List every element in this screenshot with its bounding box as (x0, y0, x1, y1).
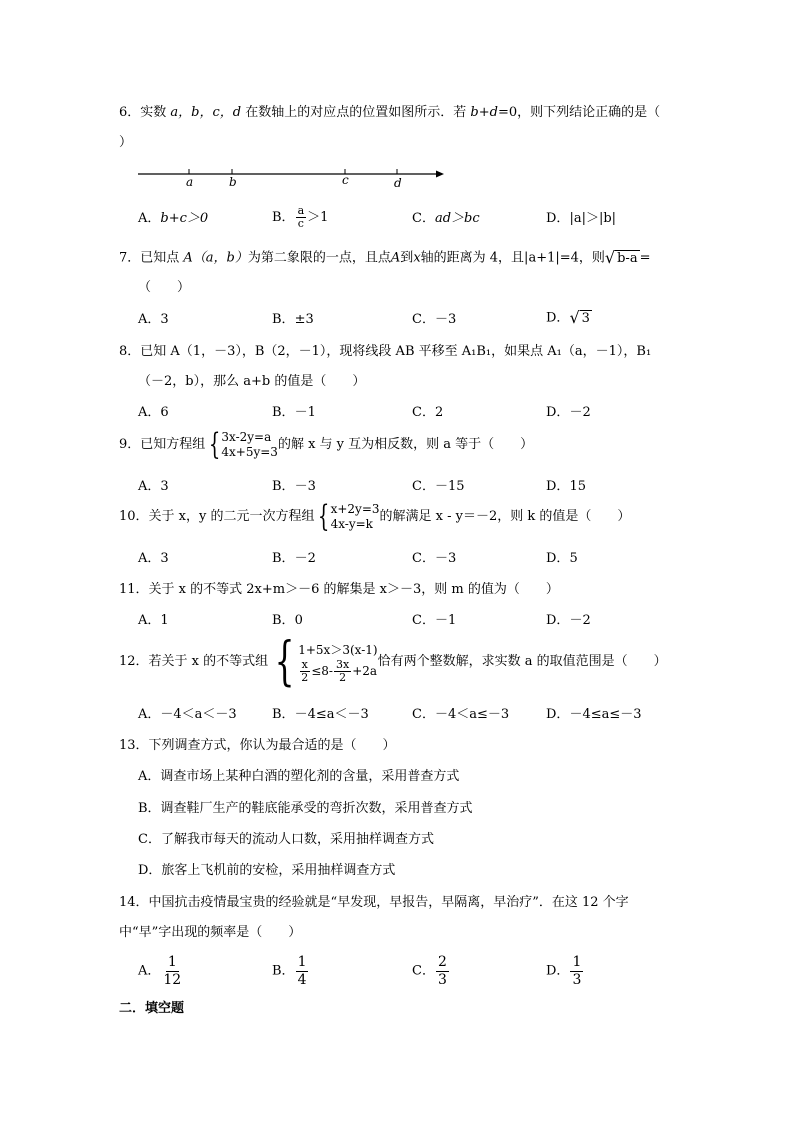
section-heading: 二．填空题 (119, 1001, 185, 1016)
question-14: 14．中国抗击疫情最宝贵的经验就是“早发现，早报告，早隔离，早治疗”．在这 12 个字 (119, 895, 629, 910)
q14-option-d[interactable]: D． $\frac{1}{3}$ (546, 954, 582, 988)
question-11: 11．关于 x 的不等式 2x+m＞－6 的解集是 x＞－3，则 m 的值为（ ） (119, 582, 559, 597)
q8-option-d[interactable]: D．－2 (546, 405, 591, 420)
question-7: 7．已知点 A（a，b）为第二象限的一点，且点A到x轴的距离为 4，且|a+1|=4，则 √ b-a = (119, 248, 651, 267)
inequality-system: 1+5x＞3(x-1) $\frac{x}{2}$ ≤8- $\frac{3x}{2}$ +2a (298, 642, 378, 684)
label-a: a (186, 175, 194, 189)
q12-option-c[interactable]: C．－4＜a≤－3 (412, 707, 510, 722)
q11-option-a[interactable]: A．1 (138, 613, 169, 628)
q14-option-b[interactable]: B． $\frac{1}{4}$ (272, 954, 307, 988)
q6-mid: 在数轴上的对应点的位置如图所示．若 (245, 105, 467, 120)
sqrt-symbol: √ 3 (569, 308, 590, 327)
question-6 (119, 104, 660, 122)
q9-option-c[interactable]: C．－15 (412, 479, 465, 494)
question-13: 13．下列调查方式，你认为最合适的是（ ） (119, 738, 396, 753)
q10-option-b[interactable]: B．－2 (272, 551, 316, 566)
question-8-cont: （－2，b），那么 a+b 的值是（ ） (138, 374, 366, 389)
q10-option-d[interactable]: D．5 (546, 551, 578, 566)
q12-option-d[interactable]: D．－4≤a≤－3 (546, 707, 642, 722)
q6-cond: b+d (470, 105, 498, 120)
q6-prefix: 6．实数 (119, 105, 167, 120)
q12-option-a[interactable]: A．－4＜a＜－3 (138, 707, 237, 722)
q9-option-a[interactable]: A．3 (138, 479, 169, 494)
q9-option-b[interactable]: B．－3 (272, 479, 316, 494)
q14-option-c[interactable]: C． $\frac{2}{3}$ (412, 954, 447, 988)
sqrt-symbol: √ b-a (604, 248, 638, 267)
question-12: 12．若关于 x 的不等式组 { 1+5x＞3(x-1) $\frac{x}{2}$ ≤8- $\frac{3x}{2}$ +2a 恰有两个整数解，求实数 a 的取值范围是（ ） (119, 632, 667, 692)
question-8: 8．已知 A（1，－3），B（2，－1），现将线段 AB 平移至 A₁B₁，如果点 A₁（a，－1），B₁ (119, 344, 652, 359)
q7-option-b[interactable]: B．±3 (272, 312, 314, 327)
q6-vars: a，b，c，d (170, 105, 242, 120)
q8-option-b[interactable]: B．－1 (272, 405, 316, 420)
q11-option-d[interactable]: D．－2 (546, 613, 591, 628)
q10-option-a[interactable]: A．3 (138, 551, 169, 566)
question-10: 10．关于 x，y 的二元一次方程组 { x+2y=3 4x-y=k 的解满足 x - y＝－2，则 k 的值是（ ） (119, 499, 631, 534)
number-line (138, 164, 448, 192)
q7-option-c[interactable]: C．－3 (412, 312, 457, 327)
q6-option-a[interactable]: A．b+c＞0 (138, 211, 209, 226)
label-d: d (394, 176, 402, 190)
q12-option-b[interactable]: B．－4≤a＜－3 (272, 707, 369, 722)
q8-option-c[interactable]: C．2 (412, 405, 444, 420)
question-9: 9．已知方程组 { 3x-2y=a 4x+5y=3 的解 x 与 y 互为相反数，则 a 等于（ ） (119, 427, 534, 462)
q11-option-b[interactable]: B．0 (272, 613, 303, 628)
q14-option-a[interactable]: A． $\frac{1}{12}$ (138, 954, 182, 988)
label-c: c (342, 173, 349, 187)
brace-icon: { (209, 427, 221, 462)
q6-option-c[interactable]: C．ad＞bc (412, 211, 480, 226)
q8-option-a[interactable]: A．6 (138, 405, 169, 420)
q13-option-b[interactable]: B．调查鞋厂生产的鞋底能承受的弯折次数，采用普查方式 (138, 801, 473, 816)
q6-option-d[interactable]: D．|a|＞|b| (546, 211, 617, 226)
equation-system: 3x-2y=a 4x+5y=3 (221, 430, 278, 459)
q7-option-a[interactable]: A．3 (138, 312, 169, 327)
question-6-cont: ） (119, 135, 133, 150)
brace-icon: { (274, 632, 295, 692)
q11-option-c[interactable]: C．－1 (412, 613, 457, 628)
q6-option-b[interactable]: B． $\frac{a}{c}$ ＞1 (272, 204, 329, 230)
label-b: b (229, 175, 237, 189)
q6-cond2: =0，则下列结论正确的是（ (497, 105, 661, 120)
q7-option-d[interactable]: D． √ 3 (546, 308, 590, 327)
q9-option-d[interactable]: D．15 (546, 479, 586, 494)
equation-system: x+2y=3 4x-y=k (330, 502, 380, 531)
brace-icon: { (318, 499, 330, 534)
q13-option-a[interactable]: A．调查市场上某种白酒的塑化剂的含量，采用普查方式 (138, 769, 460, 784)
arrow-icon (436, 171, 444, 178)
q10-option-c[interactable]: C．－3 (412, 551, 457, 566)
question-14-cont: 中“早”字出现的频率是（ ） (119, 925, 302, 940)
q13-option-d[interactable]: D．旅客上飞机前的安检，采用抽样调查方式 (138, 863, 396, 878)
q13-option-c[interactable]: C．了解我市每天的流动人口数，采用抽样调查方式 (138, 832, 434, 847)
question-7-cont: （ ） (138, 280, 191, 295)
